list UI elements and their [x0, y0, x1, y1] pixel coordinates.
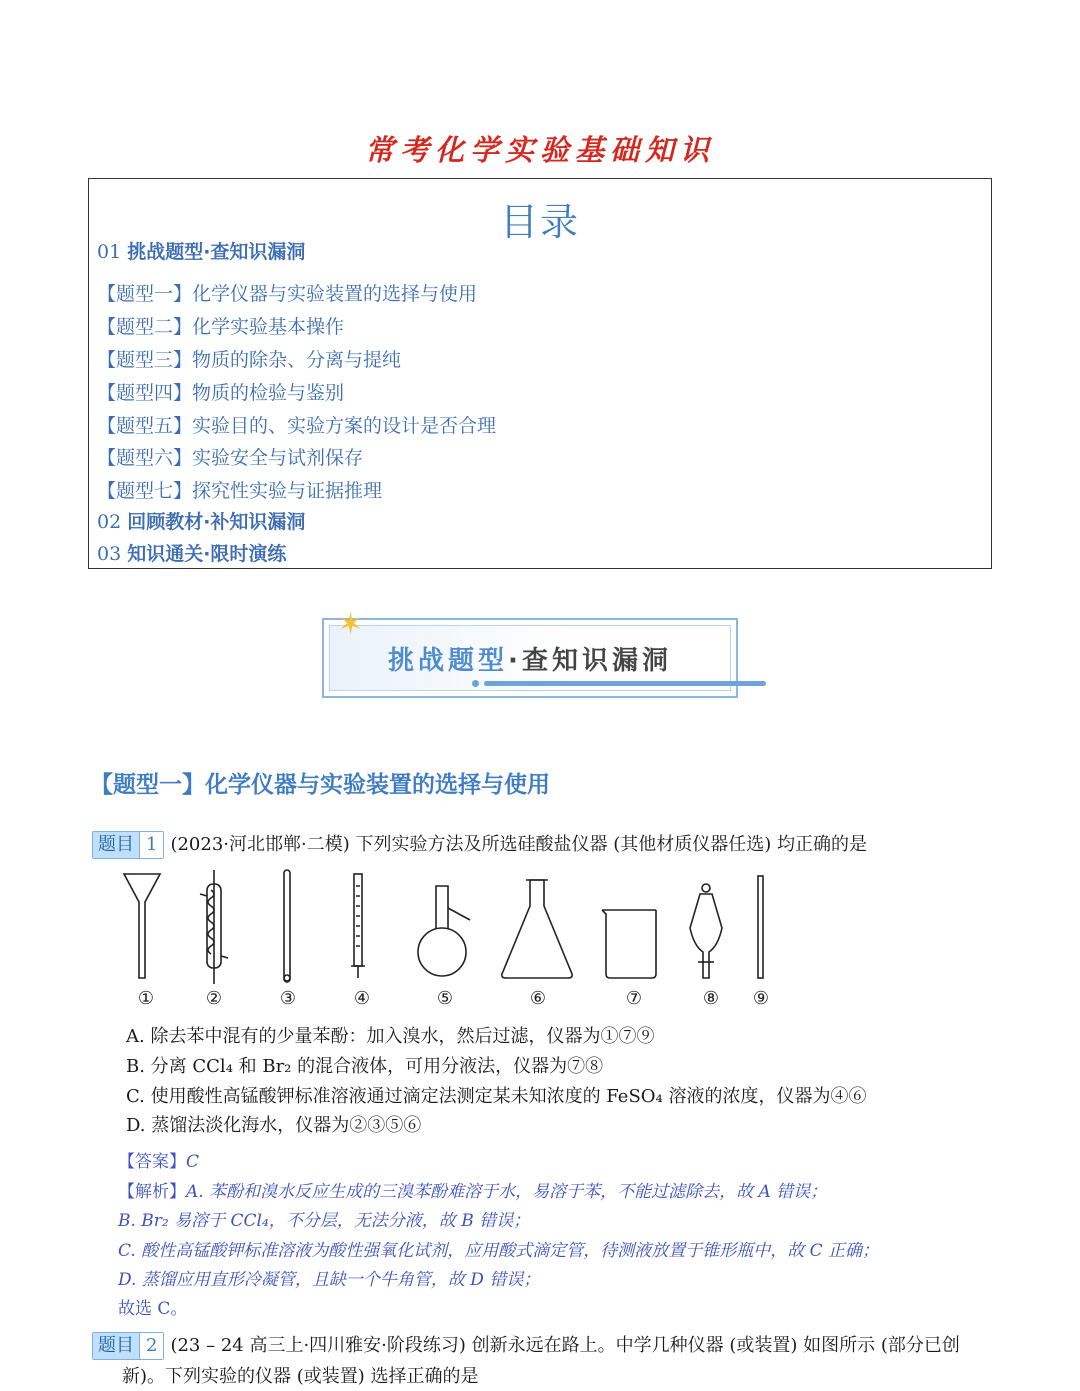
question-2 [92, 1331, 960, 1360]
option-b[interactable]: B. 分离 CCl₄ 和 Br₂ 的混合液体，可用分液法，仪器为⑦⑧ [126, 1056, 604, 1077]
thermometer-icon [284, 870, 290, 982]
instrument-label: ⑦ [625, 988, 643, 1009]
star-icon: ✶ [338, 607, 364, 642]
apparatus-figure [118, 866, 778, 1012]
instrument-label: ⑧ [702, 988, 720, 1009]
toc-item-3[interactable]: 【题型三】物质的除杂、分离与提纯 [97, 349, 402, 371]
analysis-line-2: B. Br₂ 易溶于 CCl₄，不分层，无法分液，故 B 错误； [118, 1211, 531, 1231]
analysis-line-1: 【解析】A. 苯酚和溴水反应生成的三溴苯酚难溶于水，易溶于苯，不能过滤除去，故 A 错误； [118, 1182, 828, 1202]
toc-item-7[interactable]: 【题型七】探究性实验与证据推理 [97, 480, 383, 502]
instrument-label: ⑤ [436, 988, 454, 1009]
toc-item-1[interactable]: 【题型一】化学仪器与实验装置的选择与使用 [97, 283, 478, 305]
instrument-label: ③ [279, 988, 297, 1009]
question-1 [92, 830, 867, 859]
option-c[interactable]: C. 使用酸性高锰酸钾标准溶液通过滴定法测定某未知浓度的 FeSO₄ 溶液的浓度，仪器为④⑥ [126, 1086, 867, 1107]
banner-underline [484, 681, 766, 686]
instrument-label: ② [205, 988, 223, 1009]
answer-line: 【答案】C [118, 1152, 200, 1172]
banner-title: 挑战题型·查知识漏洞 [388, 646, 672, 676]
analysis-line-4: D. 蒸馏应用直形冷凝管，且缺一个牛角管，故 D 错误； [118, 1270, 541, 1290]
question-2-text-line-2: 新)。下列实验的仪器 (或装置) 选择正确的是 [122, 1366, 479, 1387]
beaker-icon [602, 910, 656, 978]
separatory-funnel-icon [690, 884, 722, 978]
toc-section-number: 03 [97, 543, 122, 565]
conical-flask-icon [502, 880, 572, 978]
funnel-icon [124, 874, 160, 978]
question-1-text: (2023·河北邯郸·二模) 下列实验方法及所选硅酸盐仪器 (其他材质仪器任选) 均正确的是 [170, 834, 867, 855]
instrument-label: ① [137, 988, 155, 1009]
option-a[interactable]: A. 除去苯中混有的少量苯酚：加入溴水，然后过滤，仪器为①⑦⑨ [126, 1026, 655, 1047]
analysis-line-5: 故选 C。 [118, 1299, 188, 1319]
question-tag: 题目 1 [92, 831, 164, 859]
toc-heading: 目录 [499, 200, 580, 244]
analysis-line-3: C. 酸性高锰酸钾标准溶液为酸性强氧化试剂，应用酸式滴定管，待测液放置于锥形瓶中，故 C 正确； [118, 1241, 880, 1261]
toc-section-number: 01 [97, 241, 122, 263]
glass-rod-icon [758, 876, 763, 978]
condenser-icon [200, 870, 228, 984]
toc-item-2[interactable]: 【题型二】化学实验基本操作 [97, 316, 345, 338]
banner-dot [472, 680, 479, 687]
option-d[interactable]: D. 蒸馏法淡化海水，仪器为②③⑤⑥ [126, 1115, 422, 1136]
burette-icon [351, 874, 365, 978]
question-2-text-line-1: (23 – 24 高三上·四川雅安·阶段练习) 创新永远在路上。中学几种仪器 (或装置) 如图所示 (部分已创 [170, 1335, 960, 1356]
toc-item-6[interactable]: 【题型六】实验安全与试剂保存 [97, 447, 364, 469]
page-title: 常考化学实验基础知识 [364, 133, 715, 167]
instrument-label: ⑥ [529, 988, 547, 1009]
distilling-flask-icon [418, 886, 470, 976]
toc-section-1[interactable] [97, 237, 305, 264]
toc-section-2[interactable] [97, 507, 305, 534]
toc-section-label: 知识通关·限时演练 [127, 543, 287, 565]
toc-item-4[interactable]: 【题型四】物质的检验与鉴别 [97, 382, 345, 404]
instrument-label: ④ [353, 988, 371, 1009]
section-banner [322, 607, 738, 698]
toc-section-label: 挑战题型·查知识漏洞 [127, 241, 306, 263]
toc-item-5[interactable]: 【题型五】实验目的、实验方案的设计是否合理 [97, 415, 497, 437]
toc-section-number: 02 [97, 511, 122, 533]
toc-section-label: 回顾教材·补知识漏洞 [127, 511, 306, 533]
table-of-contents [88, 178, 992, 569]
question-tag: 题目 2 [92, 1332, 164, 1360]
instrument-label: ⑨ [752, 988, 770, 1009]
question-type-heading: 【题型一】化学仪器与实验装置的选择与使用 [90, 772, 550, 798]
toc-section-3[interactable] [97, 539, 286, 566]
